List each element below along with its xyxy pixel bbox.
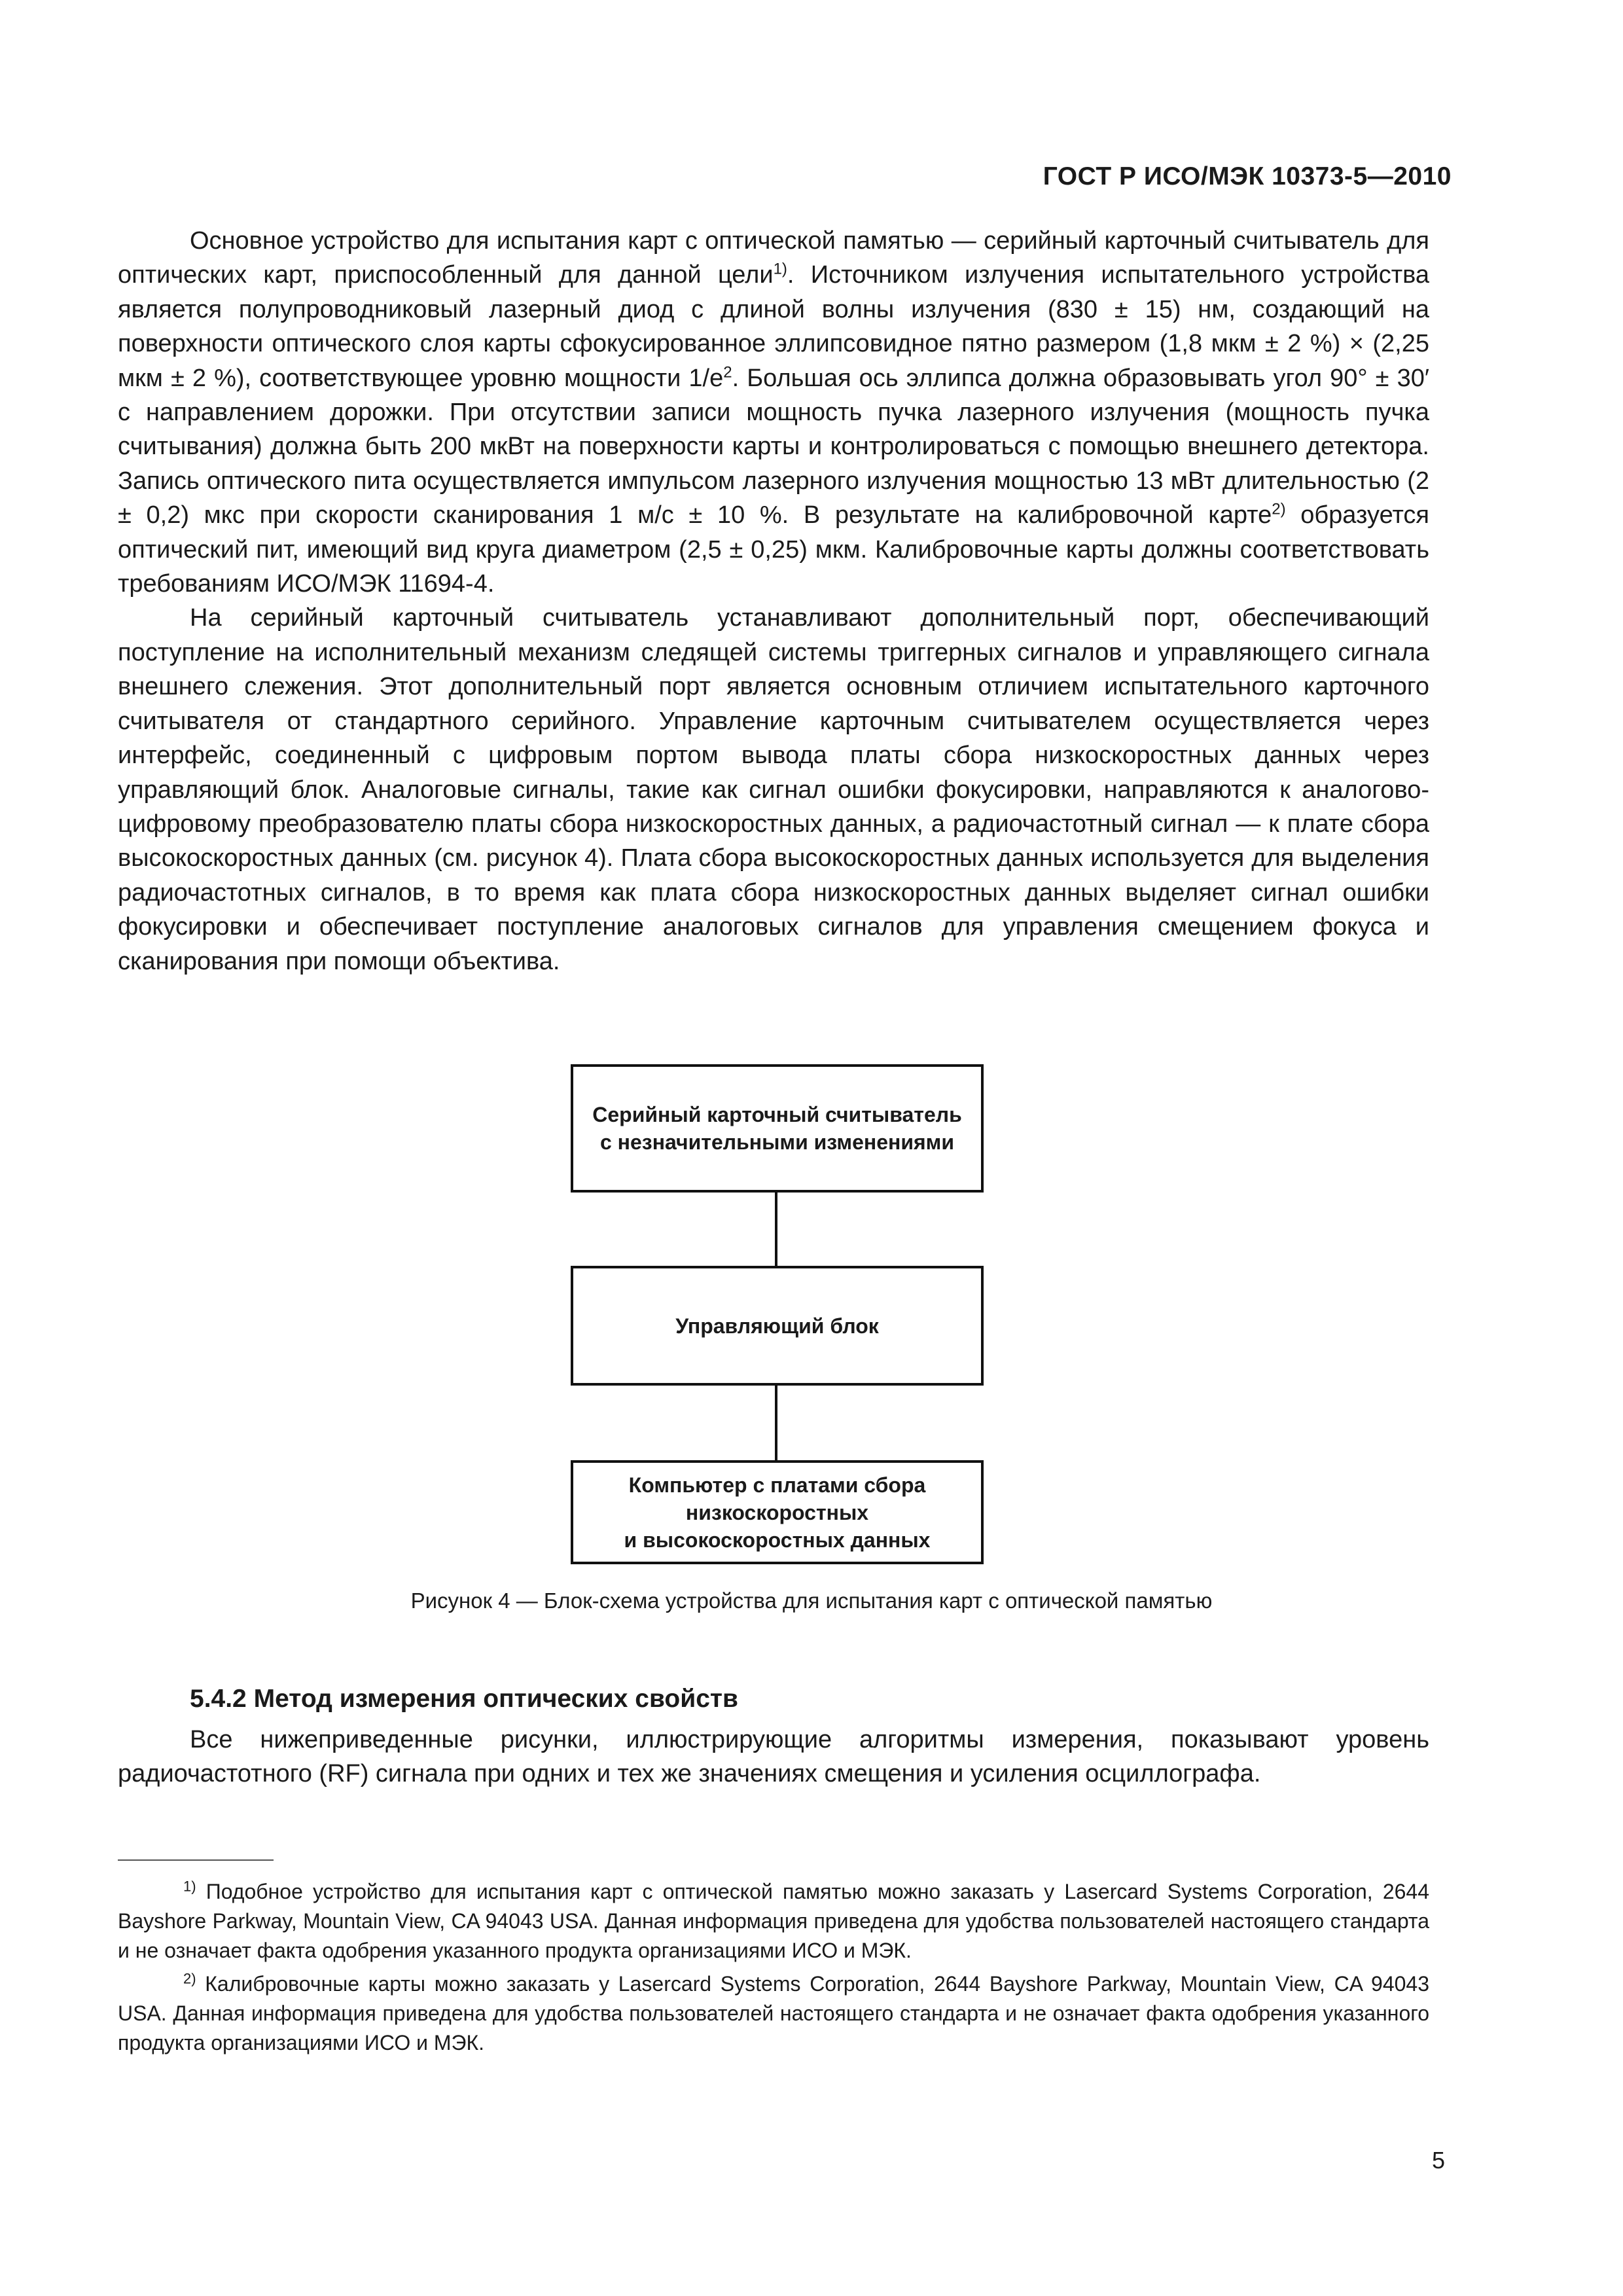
footnote-2-marker: 2) xyxy=(183,1970,196,1987)
card-reader-box xyxy=(571,1064,984,1193)
computer-box-line-1: Компьютер с платами сбора xyxy=(628,1473,926,1497)
paragraph-2: На серийный карточный считыватель устанавливают дополнительный порт, обеспечивающий поступление на исполнительный механизм следящей системы триггерных сигналов и управляющего сигнала внешнего слежения. Этот дополнительный порт является основным отличием испытательного карточного считывателя от стандартного серийного. Управление карточным считывателем осуществляется через интерфейс, соединенный с цифровым портом вывода платы сбора низкоскоростных данных через управляющий блок. Аналоговые сигналы, такие как сигнал ошибки фокусировки, направляются к аналогово-цифровому преобразователю платы сбора низкоскоростных данных, а радиочастотный сигнал — к плате сбора высокоскоростных данных (см. рисунок 4). Плата сбора высокоскоростных данных используется для выделения радиочастотных сигналов, в то время как плата сбора низкоскоростных данных выделяет сигнал ошибки фокусировки и обеспечивает поступление аналоговых сигналов для управления смещением фокуса и сканирования при помощи объектива. xyxy=(118,604,1429,975)
connector-line xyxy=(775,1386,777,1460)
section-paragraph: Все нижеприведенные рисунки, иллюстрирующие алгоритмы измерения, показывают уровень радиочастотного (RF) сигнала при одних и тех же значениях смещения и усиления осциллографа. xyxy=(118,1726,1429,1788)
figure-caption: Рисунок 4 — Блок-схема устройства для испытания карт с оптической памятью xyxy=(410,1588,1213,1613)
card-reader-box-line-1: Серийный карточный считыватель xyxy=(592,1103,962,1126)
footnotes xyxy=(118,1877,1429,2062)
section-text xyxy=(118,1723,1429,1791)
computer-box-line-2: низкоскоростных xyxy=(685,1500,869,1524)
body-text xyxy=(118,224,1429,978)
exponent: 2 xyxy=(723,363,732,381)
footnote-1-marker: 1) xyxy=(183,1878,196,1895)
document-header: ГОСТ Р ИСО/МЭК 10373-5—2010 xyxy=(1043,162,1452,190)
computer-box xyxy=(571,1460,984,1564)
control-unit-box xyxy=(571,1266,984,1386)
footnote-ref-1[interactable]: 1) xyxy=(773,260,787,278)
page-number: 5 xyxy=(1431,2147,1445,2174)
footnote-2: $^{2)}$ Калибровочные карты можно заказать у Lasercard Systems Corporation, 2644 Bayshore Parkway, Mountain View, CA 94043 USA. Данная информация приведена для удобства пользователей настоящего стандарта и не означает факта одобрения указанного продукта организациями ИСО и МЭК. xyxy=(118,1970,1429,2054)
footnote-ref-2[interactable]: 2) xyxy=(1272,500,1286,518)
connector-line xyxy=(775,1193,777,1266)
footnote-1: $^{1)}$ Подобное устройство для испытания карт с оптической памятью можно заказать у Lasercard Systems Corporation, 2644 Bayshore Parkway, Mountain View, CA 94043 USA. Данная информация приведена для удобства пользователей настоящего стандарта и не означает факта одобрения указанного продукта организациями ИСО и МЭК. xyxy=(118,1878,1429,1962)
footnote-separator xyxy=(118,1859,274,1861)
control-unit-box-label: Управляющий блок xyxy=(675,1314,879,1338)
card-reader-box-line-2: с незначительными изменениями xyxy=(599,1130,955,1154)
paragraph-1: Основное устройство для испытания карт с оптической памятью — серийный карточный считыватель для оптических карт, приспособленный для данной цели$^{1)}$. Источником излучения испытательного устройства является полупроводниковый лазерный диод с длиной волны излучения (830 ± 15) нм, создающий на поверхности оптического слоя карты сфокусированное эллипсовидное пятно размером (1,8 мкм ± 2 %) × (2,25 мкм ± 2 %), соответствующее уровню мощности $1/е^2$. Большая ось эллипса должна образовывать угол 90° ± 30′ с направлением дорожки. При отсутствии записи мощность пучка лазерного излучения (мощность пучка считывания) должна быть 200 мкВт на поверхности карты и контролироваться с помощью внешнего детектора. Запись оптического пита осуществляется импульсом лазерного излучения мощностью 13 мВт длительностью (2 ± 0,2) мкс при скорости сканирования 1 м/с ± 10 %. В результате на калибровочной карте$^{2)}$ образуется оптический пит, имеющий вид круга диаметром (2,5 ± 0,25) мкм. Калибровочные карты должны соответствовать требованиям ИСО/МЭК 11694-4. xyxy=(118,227,1430,598)
section-heading: 5.4.2 Метод измерения оптических свойств xyxy=(190,1685,738,1713)
computer-box-line-3: и высокоскоростных данных xyxy=(624,1528,931,1552)
